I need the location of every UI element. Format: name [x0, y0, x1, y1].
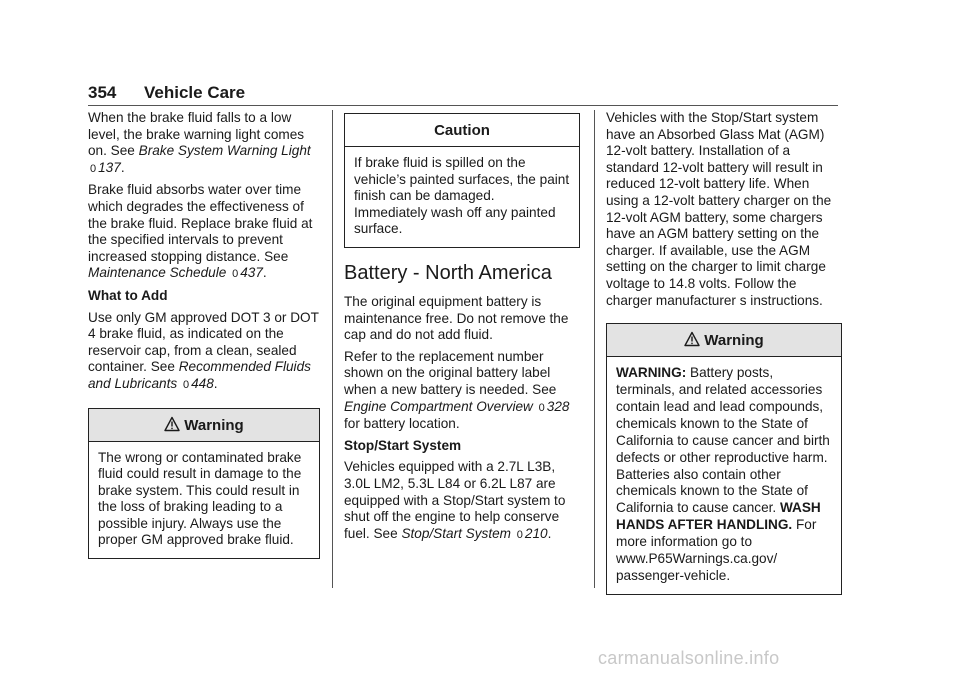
- paragraph: Vehicles equipped with a 2.7L L3B, 3.0L LM2, 5.3L L84 or 6.2L L87 are equipped with a Stop/Start system to shut off the engine to help conserve fuel. See Stop/Start System 0 210.: [344, 459, 566, 541]
- caution-header: Caution: [345, 114, 579, 147]
- column-divider: [332, 110, 333, 588]
- paragraph-text: When the brake fluid falls to a low level, the brake warning light comes on. See: [88, 110, 305, 159]
- paragraph: When the brake fluid falls to a low level, the brake warning light comes on. See Brake System Warning Light 0 137.: [88, 110, 311, 175]
- paragraph-text: Brake fluid absorbs water over time which degrades the effectiveness of the brake fluid. Replace brake fluid at the specified intervals to prevent increased stopping distance. See: [88, 182, 313, 264]
- paragraph-text: Vehicles equipped with a 2.7L L3B, 3.0L LM2, 5.3L L84 or 6.2L L87 are equipped with a Stop/Start system to shut off the engine to help conserve fuel. See: [344, 459, 566, 541]
- page-ref-arrow-icon: 0: [182, 378, 190, 391]
- page-number: 354: [88, 83, 117, 102]
- column-2: [344, 110, 580, 548]
- column-divider: [594, 110, 595, 588]
- xref-page: 328: [546, 398, 570, 414]
- header-rule: [88, 105, 838, 106]
- xref-link[interactable]: [88, 265, 263, 280]
- column-1: [88, 110, 320, 559]
- xref-link[interactable]: [401, 526, 547, 541]
- column-3: [606, 110, 842, 595]
- warning-emphasis: WASH HANDS AFTER HANDLING.: [616, 500, 821, 533]
- xref-title: Recommended Fluids and Lubricants: [88, 359, 311, 391]
- warning-lead: WARNING:: [616, 365, 687, 381]
- warning-text: For more information go to www.P65Warnings.ca.gov/ passenger-vehicle.: [616, 517, 817, 583]
- warning-title: Warning: [704, 332, 764, 350]
- page-ref-arrow-icon: 0: [90, 162, 97, 175]
- warning-box: [88, 408, 320, 560]
- xref-link[interactable]: [344, 399, 569, 414]
- xref-page: 137: [98, 159, 121, 175]
- xref-title: Brake System Warning Light: [138, 143, 311, 159]
- section-title-header: Vehicle Care: [144, 83, 246, 102]
- warning-body: [607, 357, 841, 594]
- paragraph-text: Refer to the replacement number shown on the original battery label when a new battery is needed. See: [344, 348, 557, 397]
- caution-body: If brake fluid is spilled on the vehicle’s painted surfaces, the paint finish can be damaged. Immediately wash off any painted surface.: [354, 155, 570, 237]
- paragraph: Vehicles with the Stop/Start system have an Absorbed Glass Mat (AGM) 12-volt battery. Installation of a standard 12-volt battery will result in reduced 12-volt battery life. When using a 12-volt battery charger on the 12-volt AGM battery, some chargers have an AGM battery setting on the charger. If available, use the AGM setting on the charger to limit charge voltage to 14.8 volts. Follow the charger manufacturer s instructions.: [606, 110, 832, 308]
- page-ref-arrow-icon: 0: [232, 268, 239, 281]
- warning-title: Warning: [184, 416, 244, 434]
- page-header: [88, 83, 245, 103]
- paragraph: Brake fluid absorbs water over time which degrades the effectiveness of the brake fluid. Replace brake fluid at the specified intervals to prevent increased stopping distance. See Maintenance Schedule 0 437.: [88, 182, 313, 281]
- caution-box: [344, 113, 580, 248]
- warning-body: The wrong or contaminated brake fluid could result in damage to the brake system. This could result in the loss of braking leading to a possible injury. Always use the proper GM approved brake fluid.: [98, 449, 302, 548]
- paragraph: Use only GM approved DOT 3 or DOT 4 brake fluid, as indicated on the reservoir cap, from a clean, sealed container. See Recommended Fluids and Lubricants 0 448.: [88, 309, 319, 391]
- xref-title: Engine Compartment Overview: [344, 398, 533, 414]
- warning-triangle-icon: [684, 331, 700, 347]
- paragraph: The original equipment battery is maintenance free. Do not remove the cap and do not add fluid.: [344, 293, 569, 343]
- subheading: What to Add: [88, 287, 168, 303]
- paragraph-text: Use only GM approved DOT 3 or DOT 4 brake fluid, as indicated on the reservoir cap, from a clean, sealed container. See: [88, 309, 319, 375]
- warning-text: Battery posts, terminals, and related accessories contain lead and lead compounds, chemicals known to the State of California to cause cancer and birth defects or other reproductive harm. Batteries also contain other chemicals known to the State of California to cause cancer.: [616, 365, 830, 516]
- paragraph-text: for battery location.: [344, 416, 460, 432]
- warning-header: [89, 409, 319, 442]
- page-ref-arrow-icon: 0: [538, 401, 545, 414]
- warning-triangle-icon: [164, 416, 180, 432]
- section-heading: Battery - North America: [344, 261, 552, 284]
- xref-page: 437: [240, 265, 263, 281]
- page-ref-arrow-icon: 0: [516, 528, 523, 541]
- xref-page: 448: [191, 375, 214, 391]
- xref-title: Stop/Start System: [401, 525, 511, 541]
- warning-box: [606, 323, 842, 595]
- subheading: Stop/Start System: [344, 437, 462, 453]
- watermark: carmanualsonline.info: [598, 648, 780, 668]
- warning-header: [607, 324, 841, 357]
- xref-page: 210: [524, 525, 548, 541]
- xref-title: Maintenance Schedule: [88, 265, 227, 281]
- paragraph: [344, 349, 580, 433]
